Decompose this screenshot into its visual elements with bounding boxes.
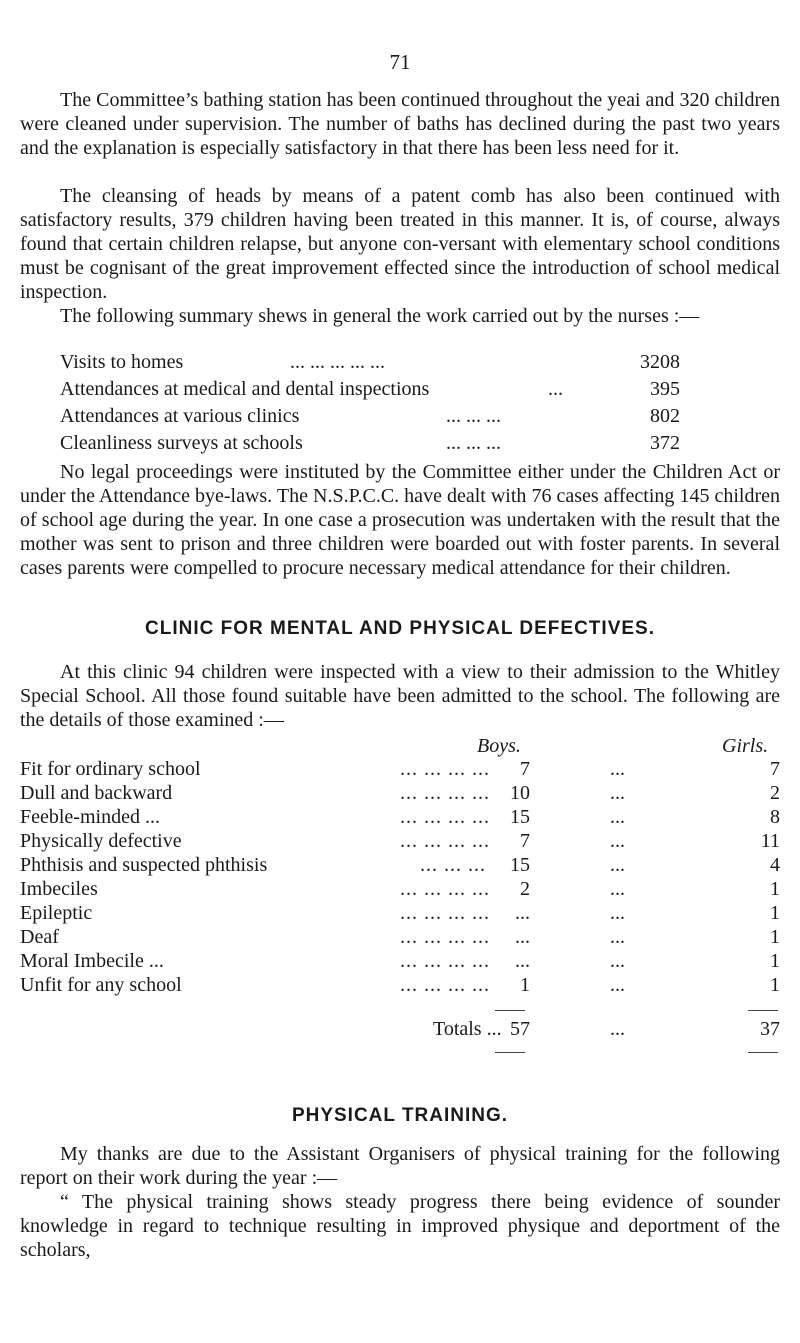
boys-count: ... bbox=[515, 950, 530, 972]
row-separator: ... bbox=[610, 926, 625, 948]
summary-label: Attendances at medical and dental inspections bbox=[60, 378, 430, 400]
row-label: Imbeciles bbox=[20, 878, 98, 900]
boys-count: ... bbox=[515, 926, 530, 948]
boys-count: ... bbox=[515, 902, 530, 924]
row-label: Moral Imbecile ... bbox=[20, 950, 164, 972]
summary-row bbox=[60, 405, 680, 431]
row-separator: ... bbox=[610, 902, 625, 924]
girls-count: 4 bbox=[770, 854, 780, 876]
row-label: Dull and backward bbox=[20, 782, 173, 804]
column-header-boys: Boys. bbox=[477, 735, 521, 757]
table-row bbox=[20, 854, 780, 878]
girls-count: 1 bbox=[770, 950, 780, 972]
table-row bbox=[20, 950, 780, 974]
row-separator: ... bbox=[610, 950, 625, 972]
table-row bbox=[20, 806, 780, 830]
summary-value: 3208 bbox=[640, 351, 680, 373]
girls-count: 11 bbox=[760, 830, 780, 852]
girls-count: 7 bbox=[770, 758, 780, 780]
summary-label: Cleanliness surveys at schools bbox=[60, 432, 303, 454]
summary-dots: ... ... ... bbox=[446, 405, 501, 427]
row-label: Epileptic bbox=[20, 902, 93, 924]
physical-training-heading: PHYSICAL TRAINING. bbox=[291, 1105, 509, 1126]
table-row bbox=[20, 782, 780, 806]
table-row bbox=[20, 926, 780, 950]
row-label: Phthisis and suspected phthisis bbox=[20, 854, 268, 876]
girls-count: 8 bbox=[770, 806, 780, 828]
row-dots: ... ... ... ... bbox=[400, 806, 490, 828]
boys-count: 2 bbox=[520, 878, 530, 900]
summary-intro-paragraph: The following summary shews in general the work carried out by the nurses :— bbox=[60, 305, 700, 327]
summary-label: Attendances at various clinics bbox=[60, 405, 300, 427]
row-dots: ... ... ... ... bbox=[400, 758, 490, 780]
legal-proceedings-paragraph: No legal proceedings were instituted by the Committee either under the Children Act or under the Attendance bye-laws. The N.S.P.C.C. have dealt with 76 cases affecting 145 children of school age during the year. In one case a prosecution was undertaken with the result that the mother was sent to prison and three children were boarded out with foster parents. In several cases parents were compelled to procure necessary medical attendance for their children. bbox=[20, 461, 780, 579]
row-dots: ... ... ... ... bbox=[400, 950, 490, 972]
girls-total-rule-bottom bbox=[748, 1052, 778, 1053]
table-row bbox=[20, 902, 780, 926]
summary-dots: ... ... ... bbox=[446, 432, 501, 454]
row-separator: ... bbox=[610, 830, 625, 852]
clinic-heading: CLINIC FOR MENTAL AND PHYSICAL DEFECTIVES. bbox=[145, 618, 655, 639]
row-label: Fit for ordinary school bbox=[20, 758, 201, 780]
physical-report-paragraph: “ The physical training shows steady progress there being evidence of sounder knowledge in regard to technique resulting in improved physique and deportment of the scholars, bbox=[20, 1191, 780, 1261]
row-separator: ... bbox=[610, 758, 625, 780]
boys-count: 7 bbox=[520, 758, 530, 780]
row-dots: ... ... ... ... bbox=[400, 926, 490, 948]
cleansing-paragraph: The cleansing of heads by means of a patent comb has also been continued with satisfactory results, 379 children having been treated in this manner. It is, of course, always found that certain children relapse, but anyone con-versant with elementary school conditions must be cognisant of the great improvement effected since the introduction of school medical inspection. bbox=[20, 185, 780, 303]
bathing-paragraph: The Committee’s bathing station has been continued throughout the yeai and 320 children were cleaned under supervision. The number of baths has declined during the past two years and the explanation is especially satisfactory in that there has been less need for it. bbox=[20, 89, 780, 159]
table-row bbox=[20, 878, 780, 902]
row-separator: ... bbox=[610, 854, 625, 876]
summary-dots: ... bbox=[548, 378, 563, 400]
row-label: Unfit for any school bbox=[20, 974, 182, 996]
clinic-paragraph: At this clinic 94 children were inspected with a view to their admission to the Whitley Special School. All those found suitable have been admitted to the school. The following are the details of those examined :— bbox=[20, 661, 780, 731]
summary-row bbox=[60, 378, 680, 404]
row-separator: ... bbox=[610, 974, 625, 996]
summary-value: 802 bbox=[650, 405, 680, 427]
summary-row bbox=[60, 351, 680, 377]
girls-count: 2 bbox=[770, 782, 780, 804]
summary-value: 372 bbox=[650, 432, 680, 454]
boys-total: 57 bbox=[510, 1018, 530, 1040]
boys-total-rule-top bbox=[495, 1010, 525, 1011]
row-dots: ... ... ... ... bbox=[400, 902, 490, 924]
girls-total-rule-top bbox=[748, 1010, 778, 1011]
page-number: 71 bbox=[389, 50, 411, 74]
column-header-girls: Girls. bbox=[722, 735, 769, 757]
row-dots: ... ... ... ... bbox=[400, 974, 490, 996]
totals-row bbox=[20, 1018, 780, 1042]
boys-count: 7 bbox=[520, 830, 530, 852]
row-label: Physically defective bbox=[20, 830, 182, 852]
row-dots: ... ... ... ... bbox=[400, 878, 490, 900]
girls-count: 1 bbox=[770, 878, 780, 900]
table-row bbox=[20, 758, 780, 782]
girls-total: 37 bbox=[760, 1018, 780, 1040]
row-dots: ... ... ... ... bbox=[400, 782, 490, 804]
totals-label: Totals ... bbox=[433, 1018, 502, 1040]
row-separator: ... bbox=[610, 806, 625, 828]
row-separator: ... bbox=[610, 782, 625, 804]
summary-dots: ... ... ... ... ... bbox=[290, 351, 385, 373]
summary-value: 395 bbox=[650, 378, 680, 400]
row-dots: ... ... ... ... bbox=[400, 830, 490, 852]
boys-count: 15 bbox=[510, 854, 530, 876]
boys-count: 10 bbox=[510, 782, 530, 804]
row-dots: ... ... ... bbox=[420, 854, 486, 876]
girls-count: 1 bbox=[770, 902, 780, 924]
row-label: Feeble-minded ... bbox=[20, 806, 160, 828]
girls-count: 1 bbox=[770, 974, 780, 996]
row-label: Deaf bbox=[20, 926, 59, 948]
boys-count: 1 bbox=[520, 974, 530, 996]
physical-thanks-paragraph: My thanks are due to the Assistant Organisers of physical training for the following report on their work during the year :— bbox=[20, 1143, 780, 1189]
girls-count: 1 bbox=[770, 926, 780, 948]
boys-total-rule-bottom bbox=[495, 1052, 525, 1053]
totals-separator: ... bbox=[610, 1018, 625, 1040]
table-row bbox=[20, 974, 780, 998]
summary-label: Visits to homes bbox=[60, 351, 184, 373]
table-row bbox=[20, 830, 780, 854]
row-separator: ... bbox=[610, 878, 625, 900]
summary-row bbox=[60, 432, 680, 458]
boys-count: 15 bbox=[510, 806, 530, 828]
